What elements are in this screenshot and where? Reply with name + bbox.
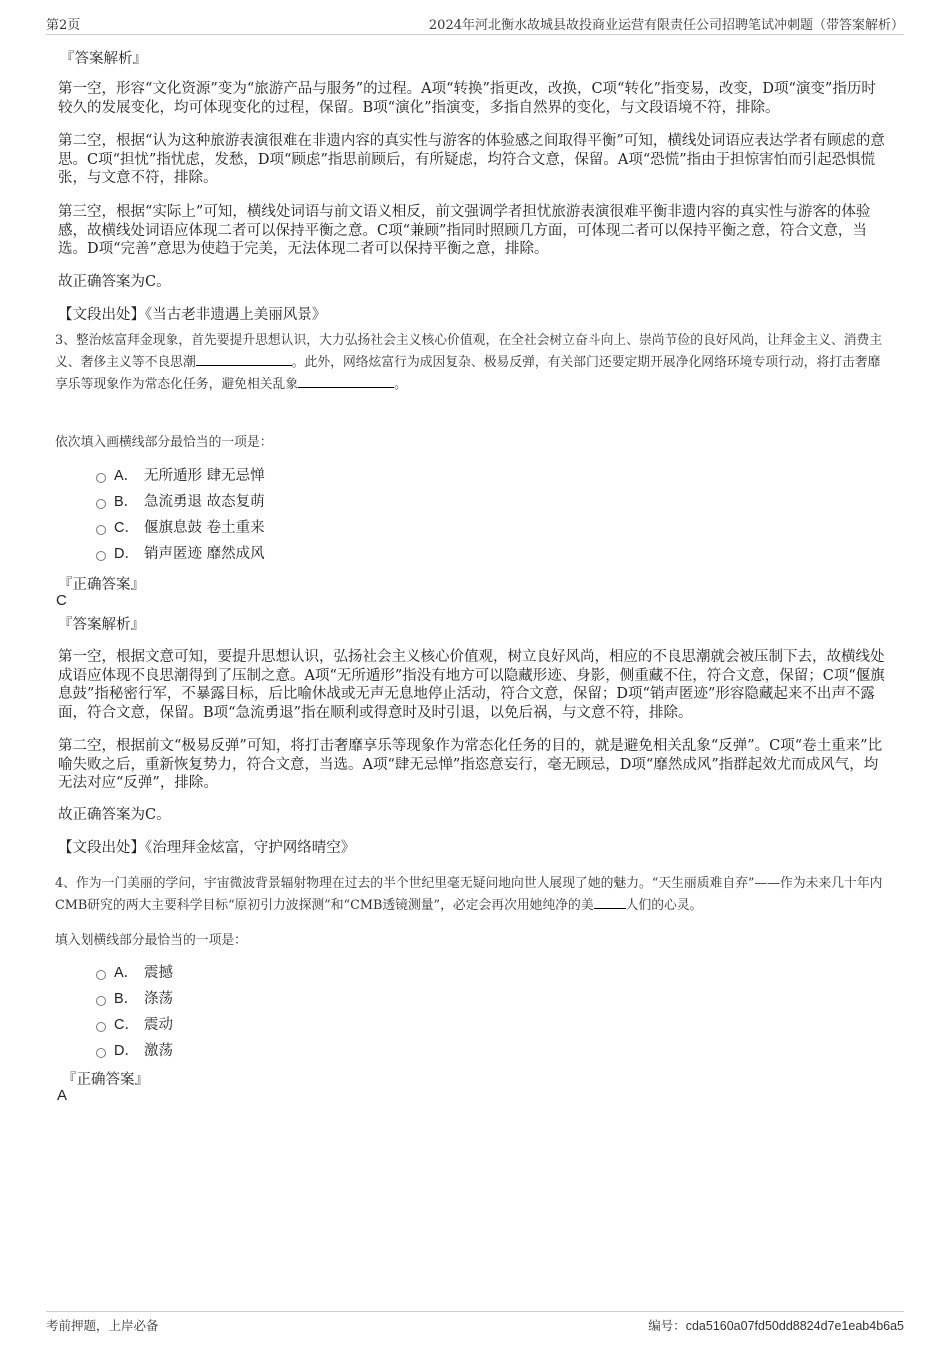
q3-option-d[interactable]: D． 销声匿迹 靡然成风 xyxy=(96,544,265,564)
footer-slogan: 考前押题，上岸必备 xyxy=(46,1318,159,1333)
q4-correct-answer: A xyxy=(57,1087,68,1104)
q3-stem xyxy=(55,330,893,396)
q2-analysis-p3: 第三空，根据“实际上”可知，横线处词语与前文语义相反，前文强调学者担忧旅游表演很难平衡非遗内容的真实性与游客的体验感，故横线处词语应体现二者可以保持平衡之意。C项“兼顾”指同时照顾几方面，可体现二者可以保持平衡之意，符合文意，当选。D项“完善”意思为使趋于完美，无法体现二者可以保持平衡之意，排除。 xyxy=(58,204,871,257)
q4-stem-part1: 4、作为一门美丽的学问，宇宙微波背景辐射物理在过去的半个世纪里毫无疑问地向世人展现了她的魅力。“天生丽质难自弃”——作为未来几十年内CMB研究的两大主要科学目标“原初引力波探测”和“CMB透镜测量”，必定会再次用她纯净的美 xyxy=(55,876,883,913)
radio-icon[interactable] xyxy=(96,473,106,483)
q4-correct-label: 『正确答案』 xyxy=(62,1072,149,1088)
q4-stem-part2: 人们的心灵。 xyxy=(625,898,703,913)
document-title: 2024年河北衡水故城县故投商业运营有限责任公司招聘笔试冲刺题（带答案解析） xyxy=(428,18,904,33)
radio-icon[interactable] xyxy=(96,1022,106,1032)
q3-correct-label: 『正确答案』 xyxy=(58,577,145,593)
radio-icon[interactable] xyxy=(96,525,106,535)
q3-analysis-p2: 第二空，根据前文“极易反弹”可知，将打击奢靡享乐等现象作为常态化任务的目的，就是避免相关乱象“反弹”。C项“卷土重来”比喻失败之后，重新恢复势力，符合文意，当选。A项“肆无忌惮”指恣意妄行，毫无顾忌，D项“靡然成风”指群起效尤而成风气，均无法对应“反弹”，排除。 xyxy=(58,738,883,791)
footer-code: 编号：cda5160a07fd50dd8824d7e1eab4b6a5 xyxy=(648,1318,904,1333)
q3-blank-2 xyxy=(298,374,394,388)
q4-option-d[interactable]: D． 激荡 xyxy=(96,1041,173,1061)
q3-analysis-label: 『答案解析』 xyxy=(58,617,145,633)
q3-stem-part1: 3、整治炫富拜金现象，首先要提升思想认识，大力弘扬社会主义核心价值观，在全社会树立奋斗向上、崇尚节俭的良好风尚，让拜金主义、消费主义、奢侈主义等不良思潮 xyxy=(55,333,883,370)
q2-analysis-label: 『答案解析』 xyxy=(60,51,147,67)
q3-stem-part2: 。此外，网络炫富行为成因复杂、极易反弹，有关部门还要定期开展净化网络环境专项行动，将打击奢靡享乐等现象作为常态化任务，避免相关乱象 xyxy=(55,355,881,392)
q4-option-b[interactable]: B． 涤荡 xyxy=(96,989,173,1009)
q3-source: 【文段出处】《治理拜金炫富，守护网络晴空》 xyxy=(58,840,356,856)
q3-blank-1 xyxy=(196,352,292,366)
q4-blank xyxy=(594,895,626,909)
radio-icon[interactable] xyxy=(96,499,106,509)
q2-analysis-p2: 第二空，根据“认为这种旅游表演很难在非遗内容的真实性与游客的体验感之间取得平衡”可知，横线处词语应表达学者有顾虑的意思。C项“担忧”指忧虑，发愁，D项“顾虑”指思前顾后，有所疑虑，均符合文意，保留。A项“恐慌”指由于担惊害怕而引起恐惧慌张，与文意不符，排除。 xyxy=(58,133,885,186)
q3-option-c[interactable]: C． 偃旗息鼓 卷土重来 xyxy=(96,518,265,538)
q4-stem xyxy=(55,873,893,917)
radio-icon[interactable] xyxy=(96,551,106,561)
q3-conclusion: 故正确答案为C。 xyxy=(58,807,171,823)
q2-conclusion: 故正确答案为C。 xyxy=(58,274,171,290)
page-footer xyxy=(46,1311,904,1336)
radio-icon[interactable] xyxy=(96,970,106,980)
q3-option-a[interactable]: A． 无所遁形 肆无忌惮 xyxy=(96,466,265,486)
q3-analysis-p1: 第一空，根据文意可知，要提升思想认识，弘扬社会主义核心价值观，树立良好风尚，相应的不良思潮就会被压制下去，故横线处成语应体现不良思潮得到了压制之意。A项“无所遁形”指没有地方可以隐藏形迹、身影，侧重藏不住，符合文意，保留；C项“偃旗息鼓”指秘密行军，不暴露目标，后比喻休战或无声无息地停止活动，符合文意，保留；D项“销声匿迹”形容隐藏起来不出声不露面，符合文意，保留。B项“急流勇退”指在顺利或得意时及时引退，以免后祸，与文意不符，排除。 xyxy=(58,649,885,721)
page-number: 第2页 xyxy=(46,18,81,33)
q3-stem-part3: 。 xyxy=(394,377,407,392)
q4-option-c[interactable]: C． 震动 xyxy=(96,1015,173,1035)
radio-icon[interactable] xyxy=(96,1048,106,1058)
q3-option-b[interactable]: B． 急流勇退 故态复萌 xyxy=(96,492,265,512)
q3-correct-answer: C xyxy=(56,592,67,609)
q3-instruction: 依次填入画横线部分最恰当的一项是： xyxy=(55,435,273,450)
q4-instruction: 填入划横线部分最恰当的一项是： xyxy=(55,933,247,948)
q2-source: 【文段出处】《当古老非遗遇上美丽风景》 xyxy=(58,307,327,323)
radio-icon[interactable] xyxy=(96,996,106,1006)
page-header xyxy=(46,14,904,35)
q2-analysis-p1: 第一空，形容“文化资源”变为“旅游产品与服务”的过程。A项“转换”指更改，改换，C项“转化”指变易，改变，D项“演变”指历时较久的发展变化，均可体现变化的过程，保留。B项“演化”指演变，多指自然界的变化，与文段语境不符，排除。 xyxy=(58,81,876,116)
q4-option-a[interactable]: A． 震撼 xyxy=(96,963,173,983)
